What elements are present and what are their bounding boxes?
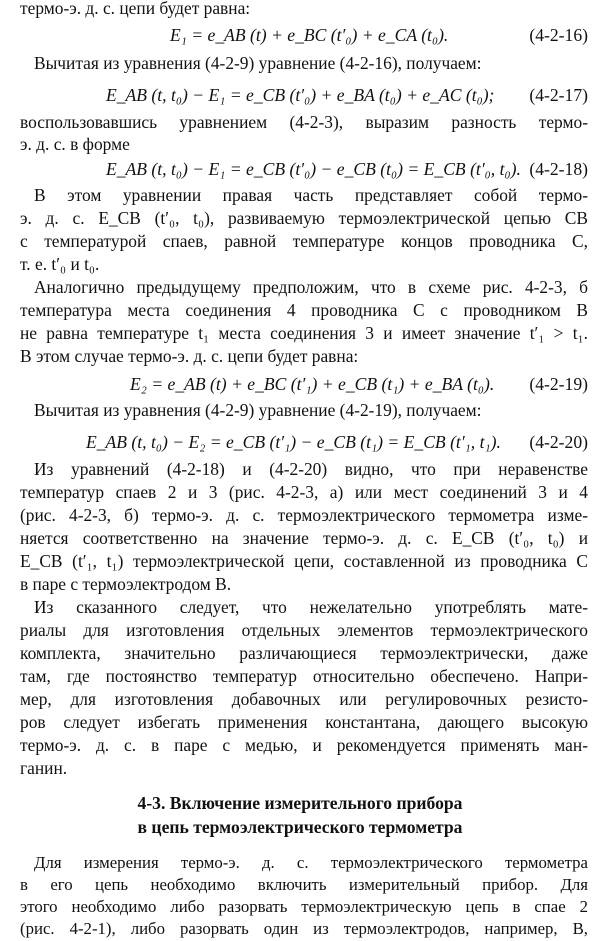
text-line: не равна температуре t₁ места соединения 3 и имеет значение t′₁ > t₁. [20, 323, 588, 343]
equation-formula: E_AB (t, t₀) − E₁ = e_CB (t′₀) + e_BA (t₀) + e_AC (t₀); [106, 85, 495, 105]
text-line: ров следует избегать применения константана, дающего высокую [20, 712, 588, 732]
text-line: термо-э. д. с. в паре с медью, и рекомендуется применять ман- [20, 735, 588, 755]
text-line: (рис. 4-2-3, б) термо-э. д. с. термоэлектрического термометра изме- [20, 505, 588, 525]
equation-4-2-19 [20, 371, 588, 397]
equation-number: (4-2-16) [529, 25, 588, 45]
text-line: этого необходимо либо разорвать термоэлектрическую цепь в спае 2 [20, 897, 588, 916]
equation-4-2-20 [20, 429, 588, 455]
text-line: няется соответственно на значение термо-э. д. с. E_CB (t′₀, t₀) и [20, 528, 588, 548]
equation-number: (4-2-19) [529, 374, 588, 394]
text-line: температура места соединения 4 проводника C с проводником B [20, 300, 588, 320]
text-line: температур спаев 2 и 3 (рис. 4-2-3, а) или мест соединений 3 и 4 [20, 482, 588, 502]
text-line: Вычитая из уравнения (4-2-9) уравнение (4-2-16), получаем: [34, 53, 482, 73]
text-line: Из сказанного следует, что нежелательно употреблять мате- [34, 597, 588, 617]
text-line: Вычитая из уравнения (4-2-9) уравнение (4-2-19), получаем: [34, 400, 482, 420]
equation-4-2-17 [20, 82, 588, 108]
equation-number: (4-2-20) [529, 432, 588, 452]
text-line: термо-э. д. с. цепи будет равна: [20, 0, 251, 18]
equation-formula: E_AB (t, t₀) − E₂ = e_CB (t′₁) − e_CB (t₁) = E_CB (t′₁, t₁). [86, 432, 501, 452]
equation-4-2-16 [20, 22, 588, 48]
text-line: там, где постоянство температур относительно обеспечено. Напри- [20, 666, 588, 686]
equation-4-2-18 [20, 156, 588, 182]
equation-formula: E₂ = e_AB (t) + e_BC (t′₁) + e_CB (t₁) + e_BA (t₀). [130, 374, 495, 394]
text-line: в паре с термоэлектродом B. [20, 574, 232, 594]
section-heading: 4-3. Включение измерительного прибора [137, 793, 463, 813]
equation-number: (4-2-17) [529, 85, 588, 105]
text-line: мер, для изготовления добавочных или регулировочных резисто- [20, 689, 588, 709]
text-line: комплекта, значительно различающиеся термоэлектрически, даже [20, 643, 588, 663]
text-line: ганин. [20, 758, 68, 778]
text-line: Для измерения термо-э. д. с. термоэлектрического термометра [34, 853, 588, 872]
text-line: воспользовавшись уравнением (4-2-3), выразим разность термо- [20, 112, 588, 132]
text-line: Аналогично предыдущему предположим, что в схеме рис. 4-2-3, б [34, 277, 588, 297]
text-line: В этом случае термо-э. д. с. цепи будет равна: [20, 346, 359, 366]
text-line: в его цепь необходимо включить измерительный прибор. Для [20, 875, 588, 894]
text-line: э. д. с. в форме [20, 134, 130, 154]
text-line: э. д. с. E_CB (t′₀, t₀), развиваемую термоэлектрической цепью CB [20, 208, 588, 228]
equation-formula: E_AB (t, t₀) − E₁ = e_CB (t′₀) − e_CB (t₀) = E_CB (t′₀, t₀). [106, 159, 521, 179]
equation-number: (4-2-18) [529, 159, 588, 179]
text-line: (рис. 4-2-1), либо разорвать один из термоэлектродов, например, B, [20, 919, 588, 938]
text-line: риалы для изготовления отдельных элементов термоэлектрического [20, 620, 588, 640]
text-line: Из уравнений (4-2-18) и (4-2-20) видно, что при неравенстве [34, 459, 588, 479]
text-line: с температурой спаев, равной температуре концов проводника C, [20, 231, 588, 251]
text-line: В этом уравнении правая часть представляет собой термо- [34, 185, 588, 205]
text-line: E_CB (t′₁, t₁) термоэлектрической цепи, составленной из проводника C [20, 551, 588, 571]
section-heading: в цепь термоэлектрического термометра [137, 817, 463, 837]
equation-formula: E₁ = e_AB (t) + e_BC (t′₀) + e_CA (t₀). [170, 25, 449, 45]
text-line: т. е. t′₀ и t₀. [20, 254, 100, 274]
